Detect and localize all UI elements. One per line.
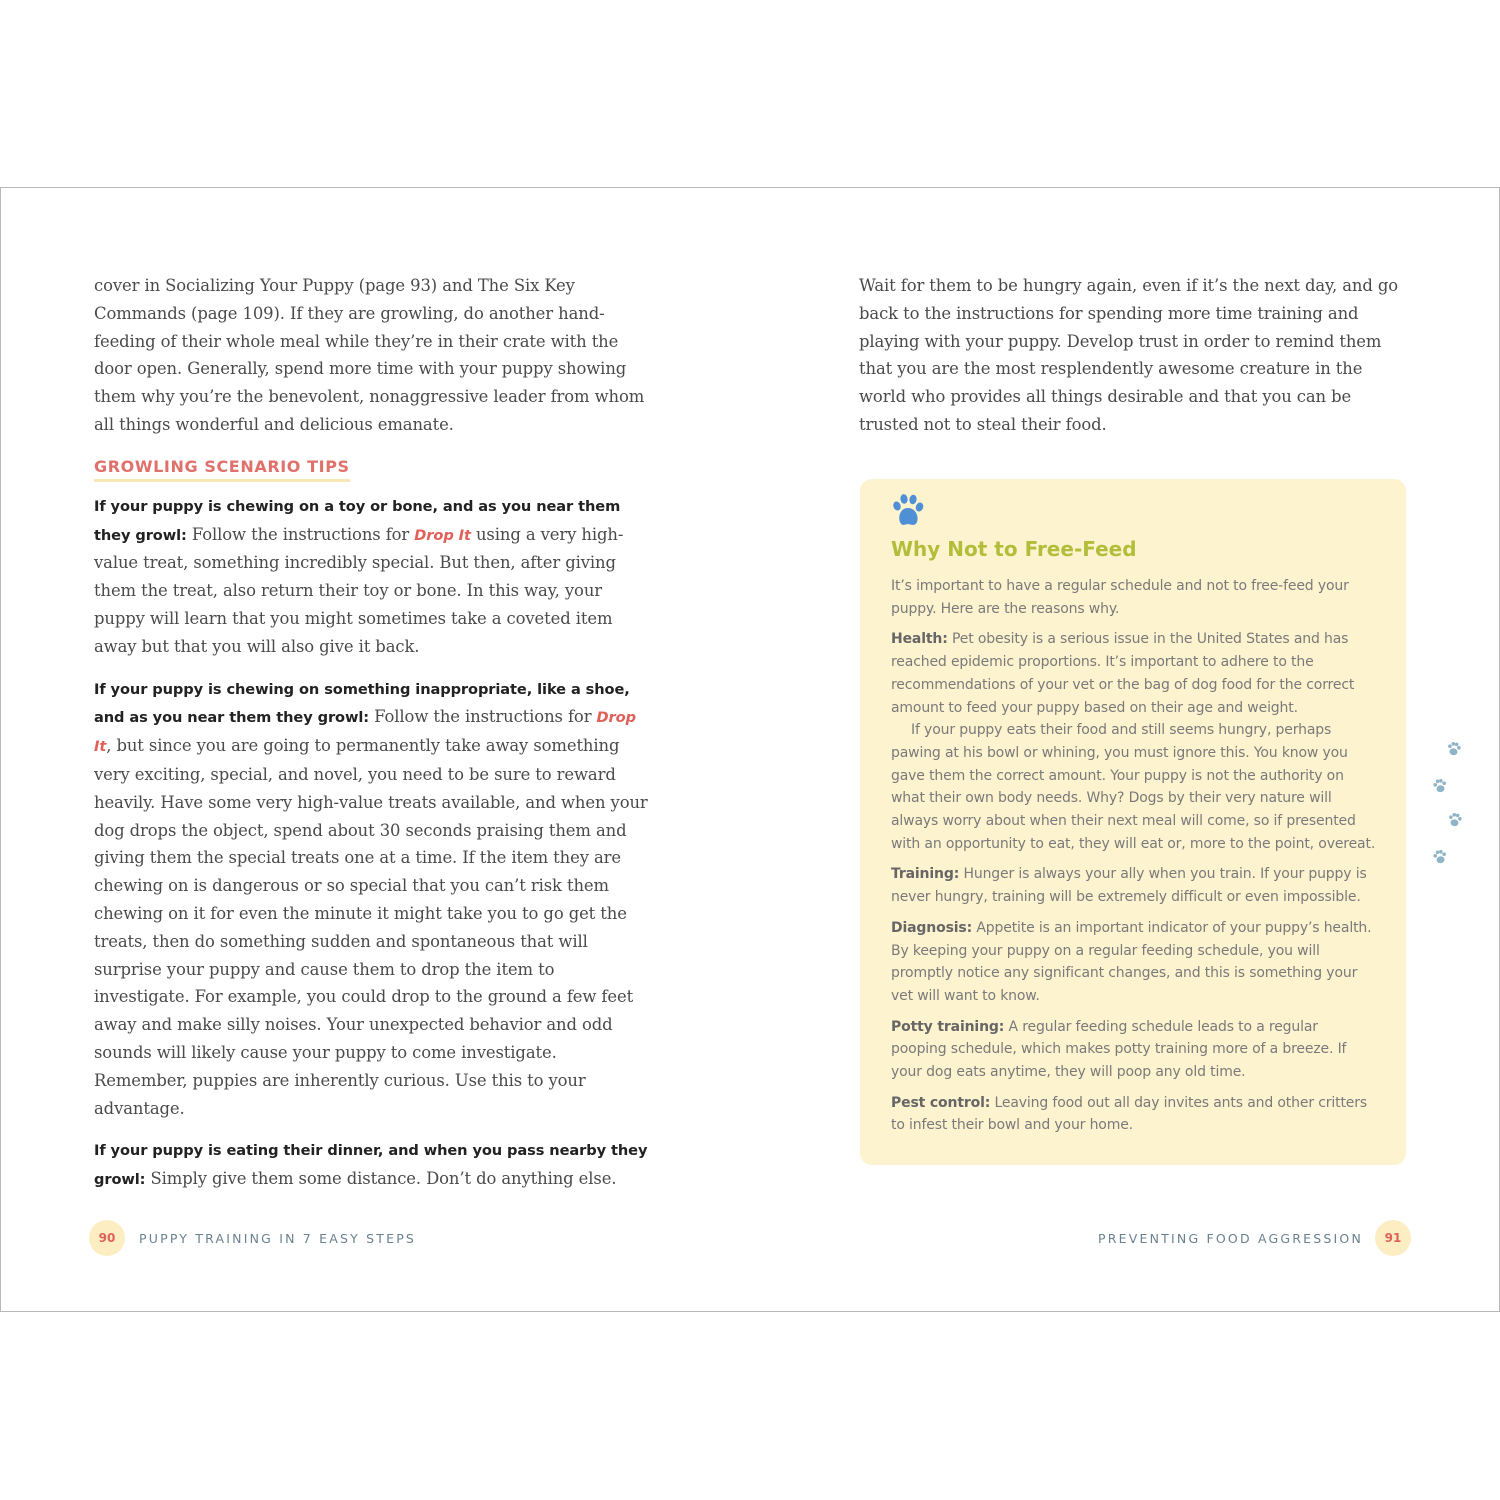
sidebar-intro: It’s important to have a regular schedule and not to free-feed your puppy. Here are the reasons why. (891, 578, 1349, 617)
sidebar-item-training (891, 863, 1376, 908)
left-folio (89, 1220, 416, 1256)
book-spread (0, 187, 1500, 1312)
sidebar-item-lead: Pest control: (891, 1094, 991, 1111)
page-number: 90 (89, 1220, 125, 1256)
sidebar-health-continued: If your puppy eats their food and still seems hungry, perhaps pawing at his bowl or whining, you must ignore this. You know you gave them the correct amount. Your puppy is not the authority on what their own body needs. Why? Dogs by their very nature will always worry about when their next meal will come, so if presented with an opportunity to eat, they will eat or, more to the point, overeat. (891, 722, 1376, 852)
paw-trail-icon (1427, 736, 1467, 866)
sidebar-item-pest-control (891, 1092, 1376, 1137)
right-intro-paragraph: Wait for them to be hungry again, even if it’s the next day, and go back to the instructions for spending more time training and playing with your puppy. Develop trust in order to remind them that you are the most resplendently awesome creature in the world who provides all things desirable and that you can be trusted not to steal their food. (859, 276, 1399, 434)
left-intro-paragraph: cover in Socializing Your Puppy (page 93) and The Six Key Commands (page 109). If they are growling, do another hand-feeding of their whole meal while they’re in their crate with the door open. Generally, spend more time with your puppy showing them why you’re the benevolent, nonaggressive leader from whom all things wonderful and delicious emanate. (94, 276, 645, 434)
running-footer-book-title: PUPPY TRAINING IN 7 EASY STEPS (139, 1230, 417, 1246)
sidebar-item-lead: Potty training: (891, 1018, 1005, 1035)
sidebar-item-text: Appetite is an important indicator of your puppy’s health. By keeping your puppy on a regular feeding schedule, you will promptly notice any significant changes, and this is something your vet will want to know. (891, 919, 1372, 1004)
running-footer-chapter-title: PREVENTING FOOD AGGRESSION (1098, 1230, 1363, 1246)
command-reference: Drop It (94, 709, 636, 756)
sidebar-item-text: Pet obesity is a serious issue in the United States and has reached epidemic proportions. It’s important to adhere to the recommendations of your vet or the bag of dog food for the correct amount to feed your puppy based on their age and weight. (891, 631, 1355, 716)
command-reference: Drop It (414, 526, 471, 544)
tip-paragraph-1 (94, 492, 654, 661)
tip-paragraph-2 (94, 675, 654, 1123)
tip-text: , but since you are going to permanently take away something very exciting, special, and novel, you need to be sure to reward heavily. Have some very high-value treats available, and when your dog drops the object, spend about 30 seconds praising them and giving them the special treats one at a time. If the item they are chewing on is dangerous or so special that you can’t risk them chewing on it for even the minute it might take you to go get the treats, then do something sudden and spontaneous that will surprise your puppy and cause them to drop the item to investigate. For example, you could drop to the ground a few feet away and make silly noises. Your unexpected behavior and odd sounds will likely cause your puppy to come investigate. Remember, puppies are inherently curious. Use this to your advantage. (94, 736, 648, 1118)
tip-text: using a very high-value treat, something incredibly special. But then, after giving them the treat, also return their toy or bone. In this way, your puppy will learn that you might sometimes take a coveted item away but that you will also give it back. (94, 524, 624, 656)
tip-lead: If your puppy is chewing on something inappropriate, like a shoe, and as you near them they growl: (94, 680, 630, 727)
page-number: 91 (1375, 1220, 1411, 1256)
sidebar-item-diagnosis (891, 917, 1376, 1008)
sidebar-title: Why Not to Free-Feed (891, 537, 1137, 561)
sidebar-item-text: Leaving food out all day invites ants and other critters to infest their bowl and your home. (891, 1094, 1368, 1134)
right-folio (1098, 1220, 1411, 1256)
tip-paragraph-3 (94, 1136, 654, 1194)
sidebar-item-text: A regular feeding schedule leads to a regular pooping schedule, which makes potty training more of a breeze. If your dog eats anytime, they will poop any old time. (891, 1018, 1347, 1081)
section-heading: GROWLING SCENARIO TIPS (94, 457, 350, 482)
sidebar-item-lead: Health: (891, 631, 948, 648)
paw-print-icon (891, 493, 925, 529)
right-page (859, 272, 1409, 439)
tip-text: Follow the instructions for (369, 707, 597, 727)
tip-text: Simply give them some distance. Don’t do anything else. (145, 1169, 617, 1189)
tip-text: Follow the instructions for (186, 524, 415, 544)
tip-lead: If your puppy is eating their dinner, and when you pass nearby they growl: (94, 1142, 648, 1189)
free-feed-sidebar (860, 479, 1406, 1165)
sidebar-item-potty-training (891, 1016, 1376, 1084)
left-page (94, 272, 654, 1208)
sidebar-item-text: Hunger is always your ally when you train. If your puppy is never hungry, training will be extremely difficult or even impossible. (891, 866, 1367, 906)
sidebar-item-lead: Training: (891, 866, 960, 883)
tip-lead: If your puppy is chewing on a toy or bone, and as you near them they growl: (94, 497, 621, 544)
sidebar-item-lead: Diagnosis: (891, 919, 973, 936)
sidebar-item-health (891, 628, 1376, 719)
